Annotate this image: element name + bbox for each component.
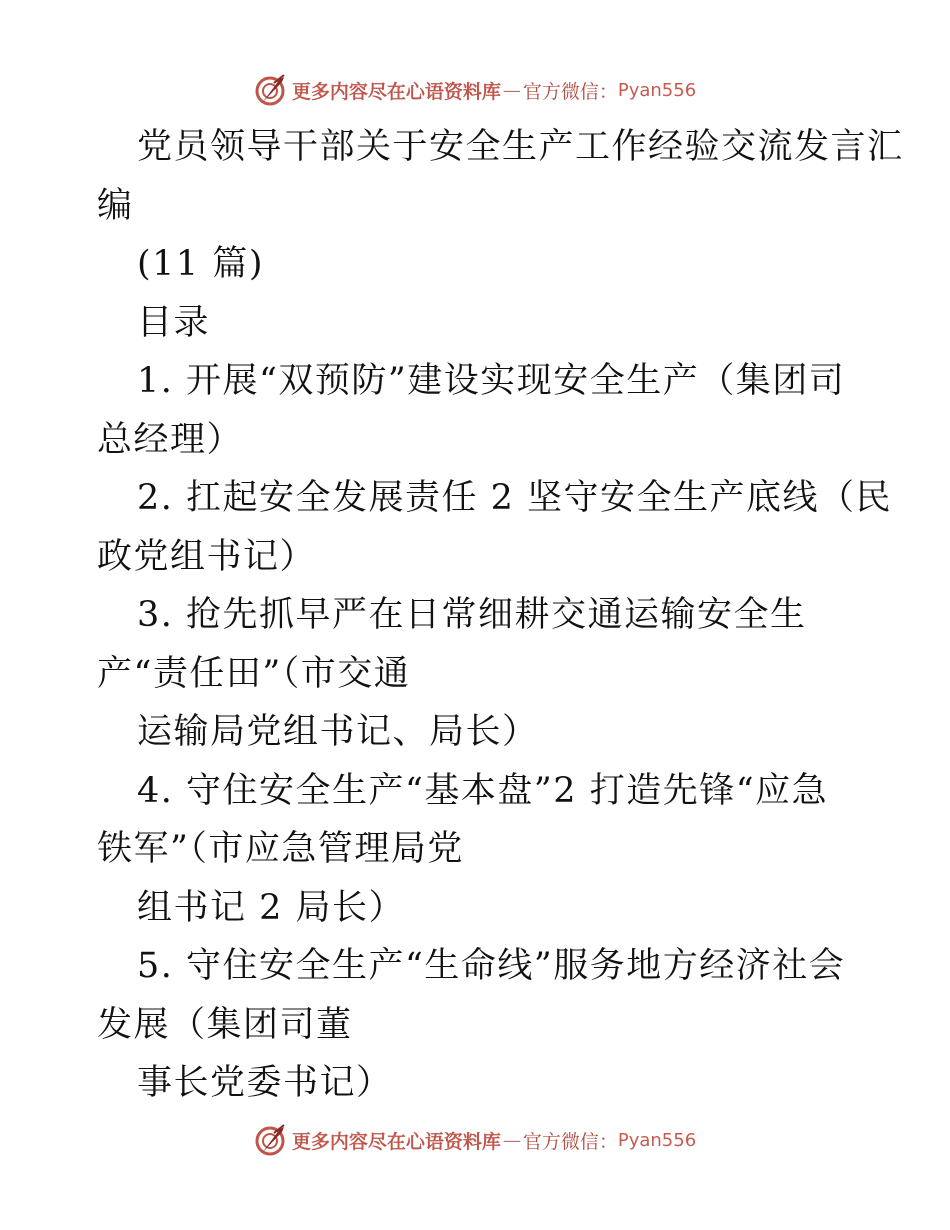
text-line: 2. 扛起安全发展责任 2 坚守安全生产底线（民	[137, 478, 893, 518]
text-line: 运输局党组书记、局长）	[137, 712, 539, 752]
document-body	[97, 118, 904, 1113]
text-line: 5. 守住安全生产“生命线”服务地方经济社会	[137, 946, 846, 986]
text-line: 目录	[137, 302, 211, 343]
text-line: 政党组书记）	[97, 536, 317, 577]
watermark-official: 官方微信：	[522, 1130, 618, 1153]
header-watermark	[0, 70, 950, 110]
text-line: 事长党委书记）	[137, 1063, 393, 1103]
watermark-id: Pyan556	[617, 79, 697, 101]
text-line: 发展（集团司董	[97, 1004, 353, 1045]
text-line: 1. 开展“双预防”建设实现安全生产（集团司	[137, 361, 846, 401]
watermark-dash: —	[502, 1129, 521, 1151]
text-line: 3. 抢先抓早严在日常细耕交通运输安全生	[137, 595, 807, 635]
text-line: 总经理）	[97, 419, 244, 460]
text-line: 铁军”（市应急管理局党	[97, 829, 464, 869]
text-line: 4. 守住安全生产“基本盘”2 打造先锋“应急	[137, 770, 829, 811]
text-line: 产“责任田”（市交通	[97, 653, 411, 694]
quill-logo-icon	[254, 1123, 288, 1157]
text-line: 组书记 2 局长）	[137, 887, 406, 928]
footer-watermark	[0, 1120, 950, 1160]
text-line: (11 篇)	[137, 244, 264, 284]
watermark-id: Pyan556	[617, 1129, 697, 1151]
watermark-dash: —	[502, 79, 521, 101]
text-line: 党员领导干部关于安全生产工作经验交流发言汇	[137, 127, 904, 167]
watermark-text: 更多内容尽在心语资料库	[291, 1130, 501, 1153]
watermark-text: 更多内容尽在心语资料库	[291, 80, 501, 103]
text-line: 编	[97, 185, 134, 226]
watermark-official: 官方微信：	[522, 80, 618, 103]
quill-logo-icon	[254, 73, 288, 107]
